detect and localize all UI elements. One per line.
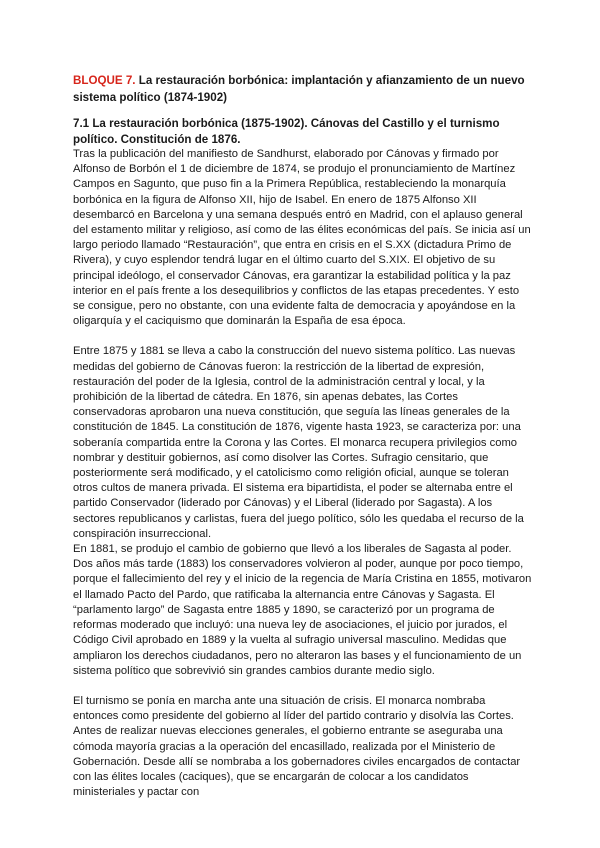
paragraph-gap [73,679,533,694]
block-title-text: La restauración borbónica: implantación y afianzamiento de un nuevo sistema político (1874-1902) [73,74,525,104]
paragraph-1: Tras la publicación del manifiesto de Sandhurst, elaborado por Cánovas y firmado por Alfonso de Borbón el 1 de diciembre de 1874, se produjo el pronunciamiento de Martínez Campos en Sagunto, que puso fin a la Primera República, restableciendo la monarquía borbónica en la figura de Alfonso XII, hijo de Isabel. En enero de 1875 Alfonso XII desembarcó en Barcelona y una semana después entró en Madrid, con el aplauso general del estamento militar y religioso, así como de las élites económicas del país. Se inicia así un largo periodo llamado “Restauración”, que entra en crisis en el S.XX (dictadura Primo de Rivera), y cuyo esplendor tendrá lugar en el último cuarto del S.XIX. El objetivo de su principal ideólogo, el conservador Cánovas, era garantizar la estabilidad política y la paz interior en el país frente a los desequilibrios y conflictos de las etapas precedentes. Y esto se consigue, pero no obstante, con una evidente falta de democracia y apoyándose en la oligarquía y el caciquismo que dominarán la España de esa época. [73,148,531,328]
paragraph-3: En 1881, se produjo el cambio de gobierno que llevó a los liberales de Sagasta al poder. Dos años más tarde (1883) los conservadores volvieron al poder, aunque por poco tiempo, porque el fallecimiento del rey y el inicio de la regencia de María Cristina en 1855, motivaron el llamado Pacto del Pardo, que ratificaba la alternancia entre Cánovas y Sagasta. El “parlamento largo” de Sagasta entre 1885 y 1890, se caracterizó por un programa de reformas moderado que incluyó: una nueva ley de asociaciones, el juicio por jurados, el Código Civil aprobado en 1889 y la vuelta al sufragio universal masculino. Medidas que ampliaron los derechos ciudadanos, pero no alteraron las bases y el funcionamiento de un sistema político que sobrevivió sin grandes cambios durante medio siglo. [73,543,532,677]
document-title [73,72,533,106]
paragraph-gap [73,329,533,344]
paragraph-2: Entre 1875 y 1881 se lleva a cabo la construcción del nuevo sistema político. Las nuevas medidas del gobierno de Cánovas fueron: la restricción de la libertad de expresión, restauración del poder de la Iglesia, control de la administración central y local, y la prohibición de la libertad de cátedra. En 1876, sin apenas debates, las Cortes conservadoras aprobaron una nueva constitución, que seguía las líneas generales de la constitución de 1845. La constitución de 1876, vigente hasta 1923, se caracteriza por: una soberanía compartida entre la Corona y las Cortes. El monarca recupera privilegios como nombrar y destituir gobiernos, así como disolver las Cortes. Sufragio censitario, que posteriormente será modificado, y el catolicismo como religión oficial, aunque se toleran otros cultos de manera privada. El sistema era bipartidista, el poder se alternaba entre el partido Conservador (liderado por Cánovas) y el Liberal (liderado por Sagasta). A los sectores republicanos y carlistas, fuera del juego político, sólo les quedaba el recurso de la conspiración insurreccional. [73,345,524,540]
section-heading: 7.1 La restauración borbónica (1875-1902). Cánovas del Castillo y el turnismo político. Constitución de 1876. [73,117,500,146]
paragraph-4: El turnismo se ponía en marcha ante una situación de crisis. El monarca nombraba entonces como presidente del gobierno al líder del partido contrario y disolvía las Cortes. Antes de realizar nuevas elecciones generales, el gobierno entrante se aseguraba una cómoda mayoría gracias a la operación del encasillado, realizada por el Ministerio de Gobernación. Desde allí se nombraba a los gobernadores civiles encargados de contactar con las élites locales (caciques), que se encargarán de colocar a los candidatos ministeriales y pactar con [73,694,521,799]
block-label: BLOQUE 7. [73,74,136,87]
document-page [73,72,533,800]
